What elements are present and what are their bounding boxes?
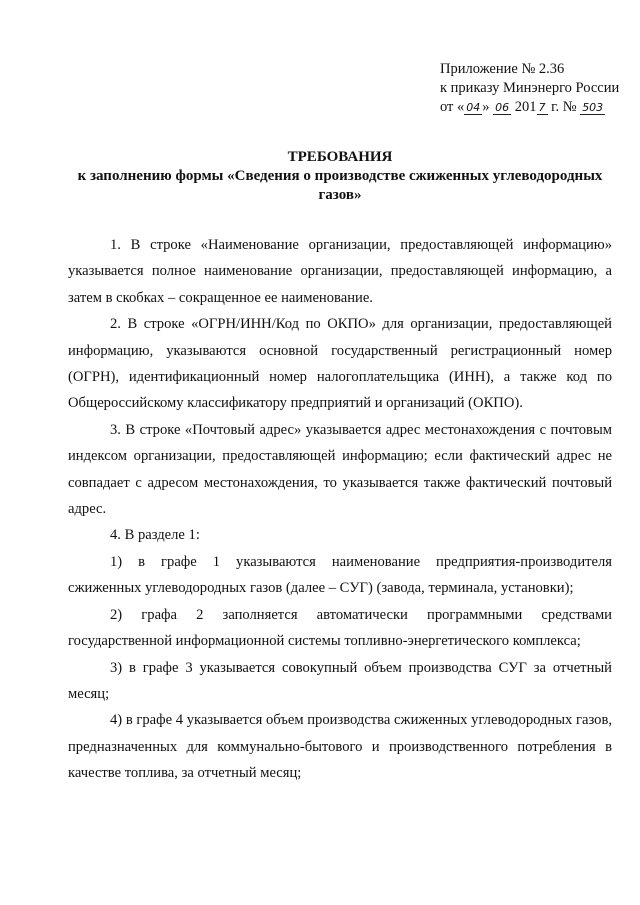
- appendix-number: Приложение № 2.36: [440, 61, 565, 77]
- document-title: ТРЕБОВАНИЯ: [287, 149, 393, 165]
- date-mid: »: [482, 99, 494, 115]
- order-reference: к приказу Минэнерго России: [440, 80, 620, 96]
- paragraph-3: 3. В строке «Почтовый адрес» указывается адрес местонахождения с почтовым индексом организации, предоставляющей информацию; если фактический адрес не совпадает с адресом местонахождения, то указывается также фактический почтовый адрес.: [68, 421, 612, 518]
- paragraph-4-item-4: 4) в графе 4 указывается объем производства сжиженных углеводородных газов, предназначенных для коммунально-бытового и производственного потребления в качестве топлива, за отчетный месяц;: [68, 712, 612, 782]
- handwritten-day: 04: [466, 101, 481, 114]
- order-date-line: [440, 98, 620, 117]
- document-body: [68, 232, 612, 787]
- date-prefix: от «: [440, 99, 465, 115]
- paragraph-4-item-3: 3) в графе 3 указывается совокупный объем производства СУГ за отчетный месяц;: [68, 659, 612, 702]
- paragraph-4-item-2: 2) графа 2 заполняется автоматически программными средствами государственной информационной системы топливно-энергетического комплекса;: [68, 606, 612, 650]
- handwritten-order-number: 503: [582, 101, 604, 114]
- paragraph-4: 4. В разделе 1:: [110, 527, 200, 544]
- paragraph-2: 2. В строке «ОГРН/ИНН/Код по ОКПО» для организации, предоставляющей информацию, указываются основной государственный регистрационный номер (ОГРН), идентификационный номер налогоплательщика (ИНН), а также код по Общероссийскому классификатору предприятий и организаций (ОКПО).: [68, 316, 612, 412]
- paragraph-1: 1. В строке «Наименование организации, предоставляющей информацию» указывается полное наименование организации, предоставляющей информацию, а затем в скобках – сокращенное ее наименование.: [68, 237, 612, 306]
- handwritten-year-digit: 7: [538, 101, 546, 114]
- handwritten-month: 06: [495, 101, 510, 114]
- date-year-prefix: 201: [511, 99, 537, 115]
- document-subtitle: к заполнению формы «Сведения о производстве сжиженных углеводородных газов»: [77, 168, 603, 203]
- appendix-header: [440, 60, 620, 117]
- paragraph-4-item-1: 1) в графе 1 указываются наименование предприятия-производителя сжиженных углеводородных газов (далее – СУГ) (завода, терминала, установки);: [68, 553, 612, 597]
- date-suffix: г. №: [547, 99, 581, 115]
